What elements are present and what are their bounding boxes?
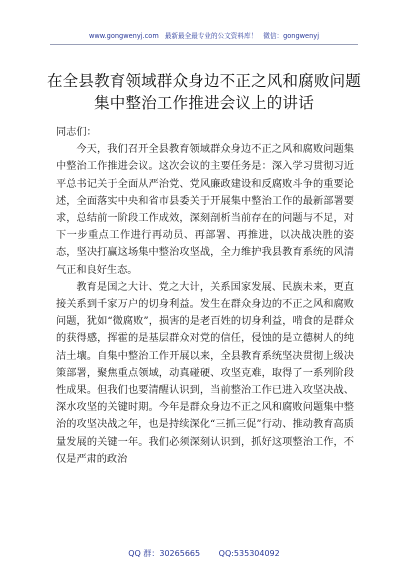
header-divider <box>50 44 358 45</box>
footer-qq-group: QQ 群：30265665 <box>128 549 201 558</box>
header-slogan: 最新最全最专业的公文资料库！ <box>164 32 258 40</box>
greeting: 同志们： <box>56 127 97 138</box>
paragraph-2: 教育是国之大计、党之大计，关系国家发展、民族未来，更直接关系到千家万户的切身利益。发生在群众身边的不正之风和腐败问题，犹如“微腐败”，损害的是老百姓的切身利益，啃食的是群众的获得感，挥霍的是基层群众对党的信任，侵蚀的是立德树人的纯洁土壤。自集中整治工作开展以来，全县教育系统坚决贯彻上级决策部署，聚焦重点领域，动真碰硬、攻坚克难，取得了一系列阶段性成果。但我们也要清醒认识到，当前整治工作已进入攻坚决战、深水攻坚的关键时期。今年是群众身边不正之风和腐败问题集中整治的攻坚决战之年，也是持续深化“三抓三促”行动、推动教育高质量发展的关键一年。我们必须深刻认识到，抓好这项整治工作，不仅是严肃的政治 <box>56 281 354 465</box>
page-header <box>0 30 408 40</box>
title-line-1: 在全县教育领域群众身边不正之风和腐败问题 <box>46 72 361 90</box>
title-line-2: 集中整治工作推进会议上的讲话 <box>94 94 314 112</box>
document-body <box>56 124 354 468</box>
header-wechat: 微信：gongwenyj <box>263 32 320 40</box>
paragraph-1: 今天，我们召开全县教育领域群众身边不正之风和腐败问题集中整治工作推进会议。这次会议的主要任务是：深入学习贯彻习近平总书记关于全面从严治党、党风廉政建设和反腐败斗争的重要论述，全面落实中央和省市县委关于开展集中整治工作的最新部署要求，总结前一阶段工作成效，深刻剖析当前存在的问题与不足，对下一步重点工作进行再动员、再部署、再推进，以决战决胜的姿态，坚决打赢这场集中整治攻坚战，全力维护我县教育系统的风清气正和良好生态。 <box>56 144 354 276</box>
page-footer <box>0 548 408 559</box>
footer-qq: QQ:535304092 <box>218 549 280 558</box>
document-title <box>40 70 368 114</box>
header-site-link[interactable]: www.gongwenyj.com <box>88 32 159 40</box>
